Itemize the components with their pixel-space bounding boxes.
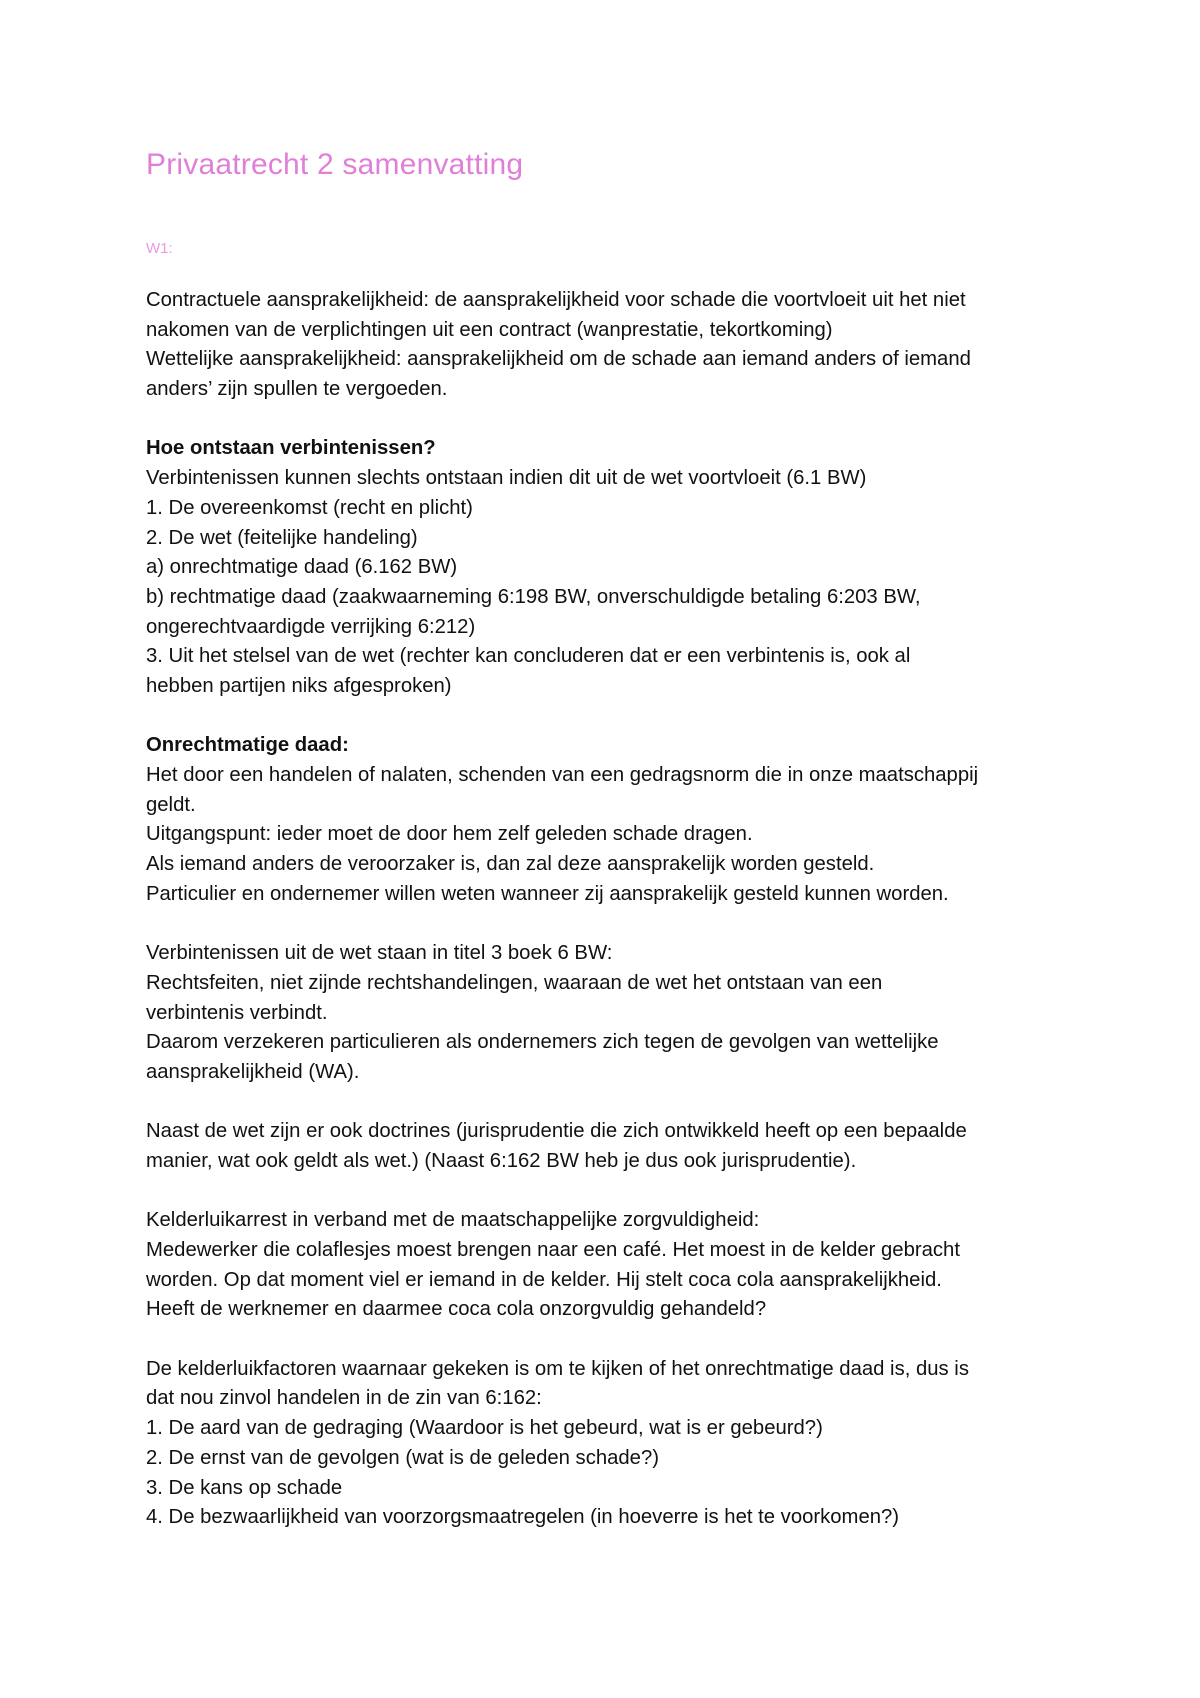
section-heading: Hoe ontstaan verbintenissen? [146,437,436,460]
text-line: b) rechtmatige daad (zaakwaarneming 6:198 BW, onverschuldigde betaling 6:203 BW, [146,585,921,608]
text-line: manier, wat ook geldt als wet.) (Naast 6:162 BW heb je dus ook jurisprudentie). [146,1149,857,1172]
text-line: 1. De overeenkomst (recht en plicht) [146,496,473,519]
paragraph [146,1206,1076,1325]
paragraph [146,286,1076,405]
text-line: nakomen van de verplichtingen uit een contract (wanprestatie, tekortkoming) [146,318,833,341]
text-line: Rechtsfeiten, niet zijnde rechtshandelingen, waaraan de wet het ontstaan van een [146,971,883,994]
text-line: 3. De kans op schade [146,1476,343,1499]
text-line: geldt. [146,793,196,816]
text-line: anders’ zijn spullen te vergoeden. [146,378,448,401]
paragraph-spacer [146,1088,1076,1118]
paragraph-spacer [146,702,1076,732]
paragraph [146,939,1076,1087]
section-heading: Onrechtmatige daad: [146,734,349,757]
paragraph [146,1117,1076,1176]
text-line: Naast de wet zijn er ook doctrines (jurisprudentie die zich ontwikkeld heeft op een bepaalde [146,1120,967,1143]
text-line: dat nou zinvol handelen in de zin van 6:162: [146,1387,542,1410]
text-line: 2. De ernst van de gevolgen (wat is de geleden schade?) [146,1446,659,1469]
week-heading: W1: [146,240,173,257]
paragraph-spacer [146,909,1076,939]
text-line: 3. Uit het stelsel van de wet (rechter kan concluderen dat er een verbintenis is, ook al [146,645,911,668]
text-line: Contractuele aansprakelijkheid: de aansprakelijkheid voor schade die voortvloeit uit het niet [146,289,966,311]
paragraph-spacer [146,1325,1076,1355]
text-line: aansprakelijkheid (WA). [146,1060,360,1083]
text-line: Kelderluikarrest in verband met de maatschappelijke zorgvuldigheid: [146,1209,760,1232]
text-line: Wettelijke aansprakelijkheid: aansprakelijkheid om de schade aan iemand anders of iemand [146,348,971,371]
text-line: 1. De aard van de gedraging (Waardoor is het gebeurd, wat is er gebeurd?) [146,1417,823,1440]
paragraph-spacer [146,1177,1076,1207]
text-line: Medewerker die colaflesjes moest brengen naar een café. Het moest in de kelder gebracht [146,1239,960,1261]
text-line: De kelderluikfactoren waarnaar gekeken is om te kijken of het onrechtmatige daad is, dus is [146,1357,969,1380]
paragraph [146,731,1076,909]
text-line: Uitgangspunt: ieder moet de door hem zelf geleden schade dragen. [146,823,753,846]
paragraph [146,1355,1076,1533]
paragraph [146,434,1076,701]
text-line: Het door een handelen of nalaten, schenden van een gedragsnorm die in onze maatschappij [146,764,979,786]
text-line: 2. De wet (feitelijke handeling) [146,526,418,549]
text-line: Heeft de werknemer en daarmee coca cola onzorgvuldig gehandeld? [146,1298,767,1321]
text-line: 4. De bezwaarlijkheid van voorzorgsmaatregelen (in hoeverre is het te voorkomen?) [146,1506,900,1529]
text-line: hebben partijen niks afgesproken) [146,674,452,697]
text-line: verbintenis verbindt. [146,1001,328,1024]
text-line: Verbintenissen kunnen slechts ontstaan indien dit uit de wet voortvloeit (6.1 BW) [146,467,867,490]
text-line: Verbintenissen uit de wet staan in titel 3 boek 6 BW: [146,942,613,965]
paragraph-spacer [146,405,1076,435]
text-line: worden. Op dat moment viel er iemand in de kelder. Hij stelt coca cola aansprakelijkheid. [146,1268,942,1291]
text-line: ongerechtvaardigde verrijking 6:212) [146,615,476,638]
document-title: Privaatrecht 2 samenvatting [146,148,524,181]
text-line: Als iemand anders de veroorzaker is, dan zal deze aansprakelijk worden gesteld. [146,853,875,876]
text-line: Daarom verzekeren particulieren als ondernemers zich tegen de gevolgen van wettelijke [146,1031,939,1054]
text-line: Particulier en ondernemer willen weten wanneer zij aansprakelijk gesteld kunnen worden. [146,882,949,905]
text-line: a) onrechtmatige daad (6.162 BW) [146,556,458,579]
document-body [146,286,1076,1533]
